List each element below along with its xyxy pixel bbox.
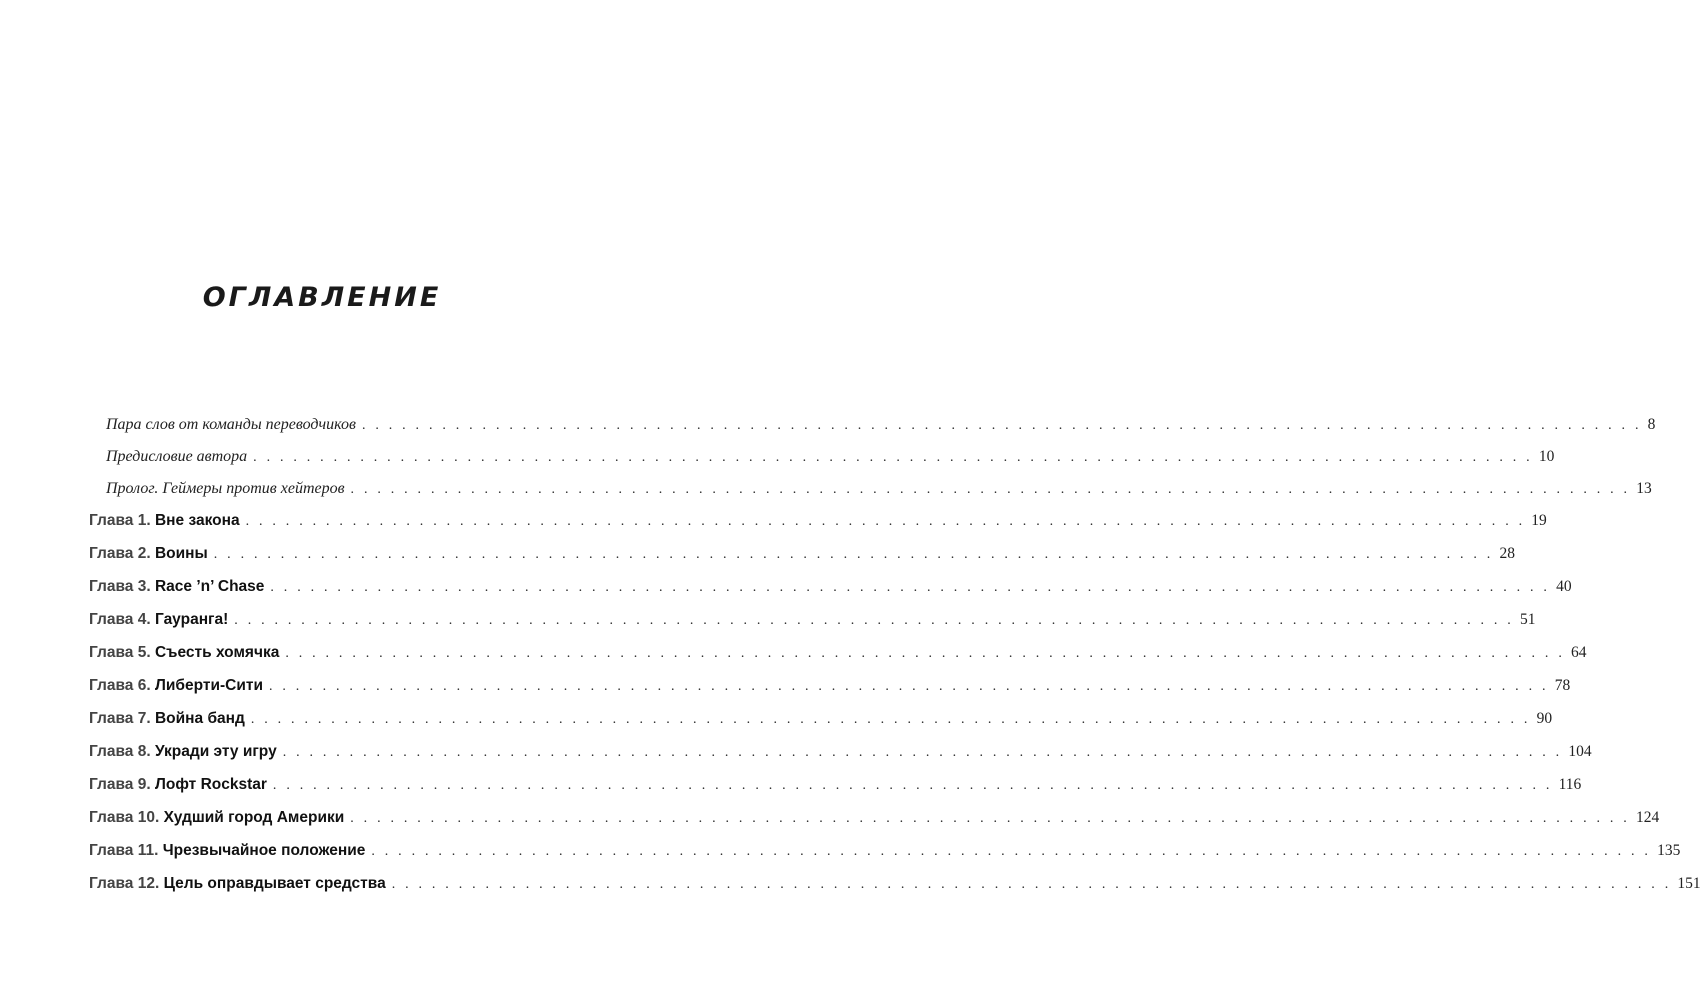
chapter-label: Глава 12 <box>89 875 155 892</box>
chapter-title: Либерти-Сити <box>154 677 263 694</box>
toc-entry-chapter-9[interactable]: Глава 9 . Лофт Rockstar . . . . . . . . . . . . . . . . . . . . . . . . . . . . . . . . . . . . . . . . . . . . . . . . . . . . . . . . . . . . . . . . . . . . . . . . . . . . . . . . . . . . . . . . . . . . . . . . 116 <box>89 776 1582 793</box>
dot-leader: . . . . . . . . . . . . . . . . . . . . . . . . . . . . . . . . . . . . . . . . . . . . . . . . . . . . . . . . . . . . . . . . . . . . . . . . . . . . . . . . . . . . . . . . . . . . . . . . <box>245 514 1526 529</box>
page-number: 90 <box>1536 710 1553 727</box>
chapter-label: Глава 5 <box>89 644 147 661</box>
toc-entry-chapter-7[interactable]: Глава 7 . Война банд . . . . . . . . . . . . . . . . . . . . . . . . . . . . . . . . . . . . . . . . . . . . . . . . . . . . . . . . . . . . . . . . . . . . . . . . . . . . . . . . . . . . . . . . . . . . . . . . 90 <box>89 710 1553 727</box>
chapter-label: Глава 4 <box>89 611 147 628</box>
page-number: 10 <box>1538 448 1555 465</box>
toc-entry-chapter-5[interactable]: Глава 5 . Съесть хомячка . . . . . . . . . . . . . . . . . . . . . . . . . . . . . . . . . . . . . . . . . . . . . . . . . . . . . . . . . . . . . . . . . . . . . . . . . . . . . . . . . . . . . . . . . . . . . . . . 64 <box>89 644 1587 661</box>
chapter-label: Глава 10 <box>89 809 155 826</box>
page-number: 13 <box>1636 480 1652 497</box>
dot-leader: . . . . . . . . . . . . . . . . . . . . . . . . . . . . . . . . . . . . . . . . . . . . . . . . . . . . . . . . . . . . . . . . . . . . . . . . . . . . . . . . . . . . . . . . . . . . . . . . <box>350 482 1631 497</box>
toc-entry-author-preface[interactable] <box>106 448 1555 480</box>
page-number: 64 <box>1571 644 1587 661</box>
page-number: 51 <box>1520 611 1536 628</box>
dot-leader: . . . . . . . . . . . . . . . . . . . . . . . . . . . . . . . . . . . . . . . . . . . . . . . . . . . . . . . . . . . . . . . . . . . . . . . . . . . . . . . . . . . . . . . . . . . . . . . . <box>272 778 1553 793</box>
chapter-title: Чрезвычайное положение <box>162 842 366 859</box>
dot-leader: . . . . . . . . . . . . . . . . . . . . . . . . . . . . . . . . . . . . . . . . . . . . . . . . . . . . . . . . . . . . . . . . . . . . . . . . . . . . . . . . . . . . . . . . . . . . . . . . <box>371 844 1652 859</box>
chapter-label: Глава 9 <box>89 776 147 793</box>
chapter-title: Цель оправдывает средства <box>163 875 386 892</box>
page-number: 28 <box>1499 545 1515 562</box>
chapter-title: Худший город Америки <box>163 809 345 826</box>
chapter-label: Глава 1 <box>89 512 147 529</box>
entry-title: Пролог. Геймеры против хейтеров <box>106 480 345 497</box>
chapter-title: Race ’n’ Chase <box>154 578 265 595</box>
toc-entry-foreword-translators[interactable] <box>106 416 1656 448</box>
toc-entry-chapter-3[interactable]: Глава 3 . Race ’n’ Chase . . . . . . . . . . . . . . . . . . . . . . . . . . . . . . . . . . . . . . . . . . . . . . . . . . . . . . . . . . . . . . . . . . . . . . . . . . . . . . . . . . . . . . . . . . . . . . . . 40 <box>89 578 1572 595</box>
dot-leader: . . . . . . . . . . . . . . . . . . . . . . . . . . . . . . . . . . . . . . . . . . . . . . . . . . . . . . . . . . . . . . . . . . . . . . . . . . . . . . . . . . . . . . . . . . . . . . . . <box>234 613 1514 628</box>
page-number: 151 <box>1677 875 1701 892</box>
toc-entry-chapter-8[interactable]: Глава 8 . Укради эту игру . . . . . . . . . . . . . . . . . . . . . . . . . . . . . . . . . . . . . . . . . . . . . . . . . . . . . . . . . . . . . . . . . . . . . . . . . . . . . . . . . . . . . . . . . . . . . . . . 104 <box>89 743 1592 760</box>
dot-leader: . . . . . . . . . . . . . . . . . . . . . . . . . . . . . . . . . . . . . . . . . . . . . . . . . . . . . . . . . . . . . . . . . . . . . . . . . . . . . . . . . . . . . . . . . . . . . . . . <box>270 580 1551 595</box>
dot-leader: . . . . . . . . . . . . . . . . . . . . . . . . . . . . . . . . . . . . . . . . . . . . . . . . . . . . . . . . . . . . . . . . . . . . . . . . . . . . . . . . . . . . . . . . . . . . . . . . <box>282 745 1563 760</box>
toc-entry-chapter-1[interactable]: Глава 1 . Вне закона . . . . . . . . . . . . . . . . . . . . . . . . . . . . . . . . . . . . . . . . . . . . . . . . . . . . . . . . . . . . . . . . . . . . . . . . . . . . . . . . . . . . . . . . . . . . . . . . 19 <box>89 512 1547 529</box>
entry-title: Пара слов от команды переводчиков <box>106 416 356 433</box>
page-number: 124 <box>1635 809 1660 826</box>
dot-leader: . . . . . . . . . . . . . . . . . . . . . . . . . . . . . . . . . . . . . . . . . . . . . . . . . . . . . . . . . . . . . . . . . . . . . . . . . . . . . . . . . . . . . . . . . . . . . . . . <box>253 450 1533 465</box>
chapter-title: Вне закона <box>154 512 240 529</box>
page-title: ОГЛАВЛЕНИЕ <box>202 282 442 313</box>
dot-leader: . . . . . . . . . . . . . . . . . . . . . . . . . . . . . . . . . . . . . . . . . . . . . . . . . . . . . . . . . . . . . . . . . . . . . . . . . . . . . . . . . . . . . . . . . . . . . . . . <box>285 646 1566 661</box>
page-number: 8 <box>1647 416 1656 433</box>
toc-entry-chapter-11[interactable]: Глава 11 . Чрезвычайное положение . . . . . . . . . . . . . . . . . . . . . . . . . . . . . . . . . . . . . . . . . . . . . . . . . . . . . . . . . . . . . . . . . . . . . . . . . . . . . . . . . . . . . . . . . . . . . . . . 135 <box>89 842 1681 859</box>
dot-leader: . . . . . . . . . . . . . . . . . . . . . . . . . . . . . . . . . . . . . . . . . . . . . . . . . . . . . . . . . . . . . . . . . . . . . . . . . . . . . . . . . . . . . . . . . . . . . . . . <box>350 811 1630 826</box>
chapter-label: Глава 2 <box>89 545 147 562</box>
chapter-title: Война банд <box>154 710 245 727</box>
chapter-title: Воины <box>154 545 208 562</box>
dot-leader: . . . . . . . . . . . . . . . . . . . . . . . . . . . . . . . . . . . . . . . . . . . . . . . . . . . . . . . . . . . . . . . . . . . . . . . . . . . . . . . . . . . . . . . . . . . . . . . . <box>213 547 1494 562</box>
dot-leader: . . . . . . . . . . . . . . . . . . . . . . . . . . . . . . . . . . . . . . . . . . . . . . . . . . . . . . . . . . . . . . . . . . . . . . . . . . . . . . . . . . . . . . . . . . . . . . . . <box>391 877 1672 892</box>
toc-entry-chapter-4[interactable]: Глава 4 . Гауранга! . . . . . . . . . . . . . . . . . . . . . . . . . . . . . . . . . . . . . . . . . . . . . . . . . . . . . . . . . . . . . . . . . . . . . . . . . . . . . . . . . . . . . . . . . . . . . . . . 51 <box>89 611 1536 628</box>
dot-leader: . . . . . . . . . . . . . . . . . . . . . . . . . . . . . . . . . . . . . . . . . . . . . . . . . . . . . . . . . . . . . . . . . . . . . . . . . . . . . . . . . . . . . . . . . . . . . . . . <box>250 712 1531 727</box>
toc-entry-chapter-6[interactable]: Глава 6 . Либерти-Сити . . . . . . . . . . . . . . . . . . . . . . . . . . . . . . . . . . . . . . . . . . . . . . . . . . . . . . . . . . . . . . . . . . . . . . . . . . . . . . . . . . . . . . . . . . . . . . . . 78 <box>89 677 1571 694</box>
chapter-label: Глава 6 <box>89 677 147 694</box>
entry-title: Предисловие автора <box>106 448 248 465</box>
chapter-title: Съесть хомячка <box>154 644 280 661</box>
page-number: 19 <box>1531 512 1547 529</box>
page-number: 104 <box>1568 743 1592 760</box>
page-number: 135 <box>1657 842 1681 859</box>
chapter-title: Лофт Rockstar <box>154 776 267 793</box>
chapter-label: Глава 3 <box>89 578 147 595</box>
page-number: 116 <box>1558 776 1582 793</box>
dot-leader: . . . . . . . . . . . . . . . . . . . . . . . . . . . . . . . . . . . . . . . . . . . . . . . . . . . . . . . . . . . . . . . . . . . . . . . . . . . . . . . . . . . . . . . . . . . . . . . . <box>268 679 1549 694</box>
chapter-label: Глава 11 <box>89 842 155 859</box>
chapter-title: Укради эту игру <box>154 743 277 760</box>
chapter-title: Гауранга! <box>154 611 229 628</box>
page-number: 78 <box>1554 677 1571 694</box>
page-number: 40 <box>1556 578 1572 595</box>
toc-entry-chapter-10[interactable]: Глава 10 . Худший город Америки . . . . . . . . . . . . . . . . . . . . . . . . . . . . . . . . . . . . . . . . . . . . . . . . . . . . . . . . . . . . . . . . . . . . . . . . . . . . . . . . . . . . . . . . . . . . . . . . 124 <box>89 809 1660 826</box>
toc-entry-prologue[interactable] <box>106 480 1652 512</box>
toc-entry-chapter-2[interactable]: Глава 2 . Воины . . . . . . . . . . . . . . . . . . . . . . . . . . . . . . . . . . . . . . . . . . . . . . . . . . . . . . . . . . . . . . . . . . . . . . . . . . . . . . . . . . . . . . . . . . . . . . . . 28 <box>89 545 1515 562</box>
chapter-label: Глава 8 <box>89 743 147 760</box>
chapter-label: Глава 7 <box>89 710 147 727</box>
toc-entry-chapter-12[interactable]: Глава 12 . Цель оправдывает средства . . . . . . . . . . . . . . . . . . . . . . . . . . . . . . . . . . . . . . . . . . . . . . . . . . . . . . . . . . . . . . . . . . . . . . . . . . . . . . . . . . . . . . . . . . . . . . . . 151 <box>89 875 1701 892</box>
dot-leader: . . . . . . . . . . . . . . . . . . . . . . . . . . . . . . . . . . . . . . . . . . . . . . . . . . . . . . . . . . . . . . . . . . . . . . . . . . . . . . . . . . . . . . . . . . . . . . . . <box>361 418 1642 433</box>
